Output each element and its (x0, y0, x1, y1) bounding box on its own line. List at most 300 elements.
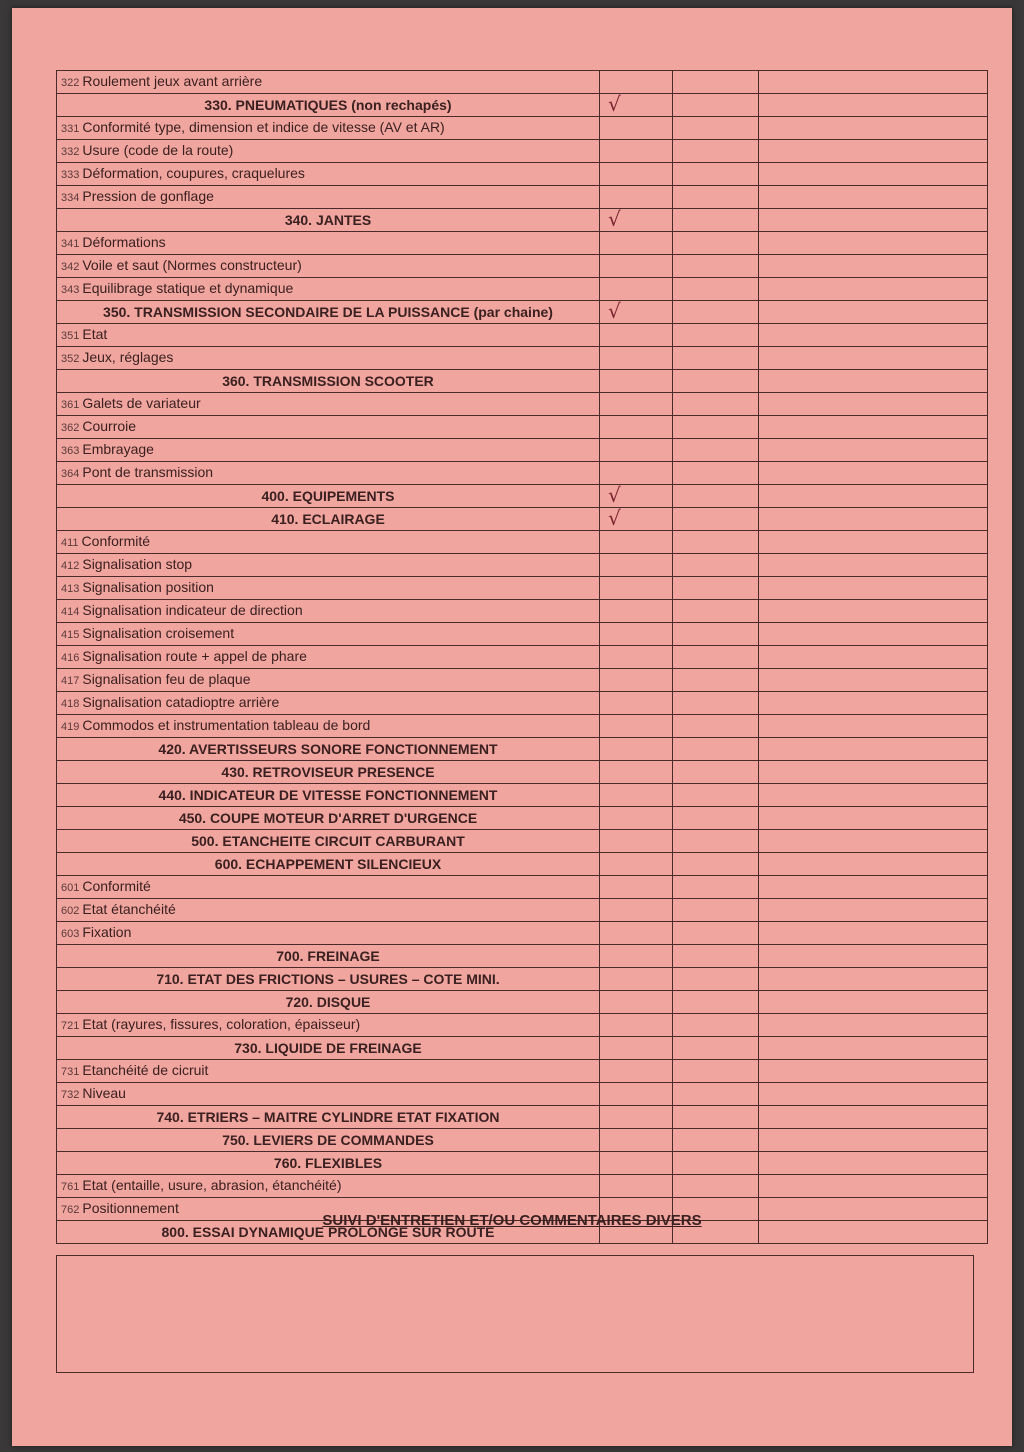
check-cell[interactable] (600, 1037, 673, 1060)
row-description (57, 209, 600, 232)
row-description (57, 830, 600, 853)
row-description (57, 485, 600, 508)
check-cell[interactable] (600, 71, 673, 94)
status-cell[interactable] (673, 692, 759, 715)
row-description (57, 945, 600, 968)
section-row (57, 761, 988, 784)
section-row (57, 370, 988, 393)
row-description (57, 370, 600, 393)
row-label: Usure (code de la route) (82, 142, 234, 158)
check-cell[interactable] (600, 853, 673, 876)
item-code: 331 (61, 123, 80, 135)
check-cell[interactable] (600, 784, 673, 807)
remarks-cell[interactable] (759, 462, 988, 485)
status-cell[interactable] (673, 462, 759, 485)
checklist-body (57, 71, 988, 1244)
section-row (57, 784, 988, 807)
row-label: Etat (82, 326, 108, 342)
check-cell[interactable] (600, 761, 673, 784)
remarks-cell[interactable] (759, 1083, 988, 1106)
row-description (57, 255, 600, 278)
check-cell[interactable] (600, 301, 673, 324)
item-row (57, 577, 988, 600)
status-cell[interactable] (673, 531, 759, 554)
item-code: 333 (61, 169, 80, 181)
remarks-cell[interactable] (759, 600, 988, 623)
checkmark-icon (604, 416, 608, 439)
remarks-cell[interactable] (759, 807, 988, 830)
row-label: Conformité (82, 878, 151, 894)
remarks-cell[interactable] (759, 94, 988, 117)
row-description (57, 600, 600, 623)
status-cell[interactable] (673, 232, 759, 255)
item-row (57, 646, 988, 669)
checkmark-icon: √ (608, 300, 621, 323)
row-label: 720. DISQUE (285, 994, 371, 1010)
checkmark-icon (604, 784, 608, 807)
section-row (57, 807, 988, 830)
row-description (57, 278, 600, 301)
section-row (57, 301, 988, 324)
row-label: Pont de transmission (82, 464, 214, 480)
remarks-cell[interactable] (759, 1106, 988, 1129)
remarks-cell[interactable] (759, 968, 988, 991)
checkmark-icon (604, 646, 608, 669)
remarks-cell[interactable] (759, 853, 988, 876)
checkmark-icon (604, 531, 608, 554)
status-cell[interactable] (673, 830, 759, 853)
row-label: Equilibrage statique et dynamique (82, 280, 294, 296)
row-description (57, 1175, 600, 1198)
checkmark-icon (604, 370, 608, 393)
row-description (57, 554, 600, 577)
status-cell[interactable] (673, 1037, 759, 1060)
row-description (57, 393, 600, 416)
check-cell[interactable] (600, 807, 673, 830)
row-description (57, 301, 600, 324)
remarks-cell[interactable] (759, 945, 988, 968)
remarks-cell[interactable] (759, 508, 988, 531)
checkmark-icon (604, 117, 608, 140)
item-code: 762 (61, 1204, 80, 1216)
status-cell[interactable] (673, 922, 759, 945)
checkmark-icon (604, 393, 608, 416)
status-cell[interactable] (673, 393, 759, 416)
status-cell[interactable] (673, 945, 759, 968)
check-cell[interactable] (600, 1060, 673, 1083)
status-cell[interactable] (673, 1060, 759, 1083)
remarks-cell[interactable] (759, 1014, 988, 1037)
comments-section-title: SUIVI D'ENTRETIEN ET/OU COMMENTAIRES DIVERS (322, 1212, 702, 1229)
remarks-cell[interactable] (759, 876, 988, 899)
remarks-cell[interactable] (759, 1060, 988, 1083)
remarks-cell[interactable] (759, 577, 988, 600)
row-label: Etat (entaille, usure, abrasion, étanchéité) (82, 1177, 342, 1193)
row-label: 340. JANTES (284, 212, 372, 228)
row-description (57, 853, 600, 876)
row-label: Niveau (82, 1085, 126, 1101)
remarks-cell[interactable] (759, 623, 988, 646)
status-cell[interactable] (673, 1014, 759, 1037)
remarks-cell[interactable] (759, 71, 988, 94)
row-description (57, 347, 600, 370)
row-description (57, 232, 600, 255)
remarks-cell[interactable] (759, 232, 988, 255)
check-cell[interactable] (600, 968, 673, 991)
checkmark-icon (604, 324, 608, 347)
check-cell[interactable] (600, 1014, 673, 1037)
check-cell[interactable] (600, 1175, 673, 1198)
status-cell[interactable] (673, 577, 759, 600)
checkmark-icon (604, 600, 608, 623)
check-cell[interactable] (600, 140, 673, 163)
check-cell[interactable] (600, 692, 673, 715)
item-row (57, 1083, 988, 1106)
check-cell[interactable] (600, 577, 673, 600)
checkmark-icon (604, 922, 608, 945)
status-cell[interactable] (673, 853, 759, 876)
check-cell[interactable] (600, 232, 673, 255)
check-cell[interactable] (600, 462, 673, 485)
row-description (57, 186, 600, 209)
row-description (57, 140, 600, 163)
remarks-cell[interactable] (759, 209, 988, 232)
item-row (57, 1014, 988, 1037)
checkmark-icon (604, 968, 608, 991)
remarks-cell[interactable] (759, 899, 988, 922)
status-cell[interactable] (673, 876, 759, 899)
row-label: Etat (rayures, fissures, coloration, épaisseur) (82, 1016, 361, 1032)
check-cell[interactable] (600, 991, 673, 1014)
item-row (57, 462, 988, 485)
status-cell[interactable] (673, 669, 759, 692)
check-cell[interactable] (600, 209, 673, 232)
item-code: 417 (61, 675, 80, 687)
item-code: 602 (61, 905, 80, 917)
check-cell[interactable] (600, 623, 673, 646)
checkmark-icon (604, 1152, 608, 1175)
check-cell[interactable] (600, 278, 673, 301)
inspection-checklist-table (56, 70, 988, 1244)
row-label: 430. RETROVISEUR PRESENCE (221, 764, 435, 780)
row-label: Fixation (82, 924, 132, 940)
check-cell[interactable] (600, 370, 673, 393)
check-cell[interactable] (600, 1083, 673, 1106)
check-cell[interactable] (600, 669, 673, 692)
check-cell[interactable] (600, 439, 673, 462)
status-cell[interactable] (673, 439, 759, 462)
check-cell[interactable] (600, 163, 673, 186)
remarks-cell[interactable] (759, 370, 988, 393)
check-cell[interactable] (600, 945, 673, 968)
item-code: 322 (61, 77, 80, 89)
status-cell[interactable] (673, 968, 759, 991)
row-description (57, 761, 600, 784)
check-cell[interactable] (600, 485, 673, 508)
status-cell[interactable] (673, 623, 759, 646)
status-cell[interactable] (673, 186, 759, 209)
status-cell[interactable] (673, 140, 759, 163)
checkmark-icon (604, 163, 608, 186)
remarks-cell[interactable] (759, 163, 988, 186)
item-row (57, 623, 988, 646)
remarks-cell[interactable] (759, 692, 988, 715)
row-label: 400. EQUIPEMENTS (261, 488, 395, 504)
row-label: 800. ESSAI DYNAMIQUE PROLONGE SUR ROUTE (161, 1224, 495, 1240)
checkmark-icon (604, 1060, 608, 1083)
section-row (57, 830, 988, 853)
checkmark-icon (604, 853, 608, 876)
row-label: 730. LIQUIDE DE FREINAGE (234, 1040, 422, 1056)
row-description (57, 922, 600, 945)
status-cell[interactable] (673, 278, 759, 301)
item-row (57, 600, 988, 623)
status-cell[interactable] (673, 807, 759, 830)
status-cell[interactable] (673, 899, 759, 922)
checkmark-icon (604, 278, 608, 301)
row-description (57, 1083, 600, 1106)
status-cell[interactable] (673, 761, 759, 784)
remarks-cell[interactable] (759, 347, 988, 370)
row-description (57, 807, 600, 830)
row-label: Pression de gonflage (82, 188, 214, 204)
status-cell[interactable] (673, 209, 759, 232)
comments-box[interactable] (56, 1255, 974, 1373)
check-cell[interactable] (600, 600, 673, 623)
item-code: 419 (61, 721, 80, 733)
item-row (57, 669, 988, 692)
item-code: 415 (61, 629, 80, 641)
status-cell[interactable] (673, 71, 759, 94)
status-cell[interactable] (673, 991, 759, 1014)
check-cell[interactable] (600, 646, 673, 669)
status-cell[interactable] (673, 508, 759, 531)
remarks-cell[interactable] (759, 922, 988, 945)
checkmark-icon (604, 1014, 608, 1037)
remarks-cell[interactable] (759, 1152, 988, 1175)
item-row (57, 71, 988, 94)
remarks-cell[interactable] (759, 117, 988, 140)
status-cell[interactable] (673, 347, 759, 370)
status-cell[interactable] (673, 117, 759, 140)
remarks-cell[interactable] (759, 324, 988, 347)
check-cell[interactable] (600, 1129, 673, 1152)
check-cell[interactable] (600, 255, 673, 278)
item-code: 332 (61, 146, 80, 158)
check-cell[interactable] (600, 508, 673, 531)
row-label: Signalisation catadioptre arrière (82, 694, 280, 710)
check-cell[interactable] (600, 738, 673, 761)
remarks-cell[interactable] (759, 278, 988, 301)
row-label: Galets de variateur (82, 395, 201, 411)
row-label: Voile et saut (Normes constructeur) (82, 257, 302, 273)
status-cell[interactable] (673, 1106, 759, 1129)
remarks-cell[interactable] (759, 991, 988, 1014)
row-label: Signalisation route + appel de phare (82, 648, 307, 664)
status-cell[interactable] (673, 1152, 759, 1175)
section-row (57, 945, 988, 968)
item-row (57, 692, 988, 715)
status-cell[interactable] (673, 1083, 759, 1106)
remarks-cell[interactable] (759, 669, 988, 692)
row-label: Etanchéité de cicruit (82, 1062, 209, 1078)
item-code: 364 (61, 468, 80, 480)
status-cell[interactable] (673, 324, 759, 347)
checkmark-icon (604, 1129, 608, 1152)
row-description (57, 1060, 600, 1083)
remarks-cell[interactable] (759, 554, 988, 577)
row-label: Signalisation indicateur de direction (82, 602, 303, 618)
remarks-cell[interactable] (759, 255, 988, 278)
remarks-cell[interactable] (759, 738, 988, 761)
item-row (57, 393, 988, 416)
status-cell[interactable] (673, 370, 759, 393)
checkmark-icon (604, 439, 608, 462)
check-cell[interactable] (600, 899, 673, 922)
item-row (57, 347, 988, 370)
check-cell[interactable] (600, 830, 673, 853)
status-cell[interactable] (673, 646, 759, 669)
item-code: 343 (61, 284, 80, 296)
check-cell[interactable] (600, 117, 673, 140)
section-row (57, 1106, 988, 1129)
status-cell[interactable] (673, 738, 759, 761)
status-cell[interactable] (673, 784, 759, 807)
remarks-cell[interactable] (759, 140, 988, 163)
item-row (57, 1175, 988, 1198)
row-description (57, 439, 600, 462)
checkmark-icon (604, 761, 608, 784)
row-label: Embrayage (82, 441, 154, 457)
row-label: 760. FLEXIBLES (273, 1155, 383, 1171)
remarks-cell[interactable] (759, 439, 988, 462)
remarks-cell[interactable] (759, 301, 988, 324)
item-row (57, 922, 988, 945)
checkmark-icon (604, 945, 608, 968)
check-cell[interactable] (600, 922, 673, 945)
row-label: 740. ETRIERS – MAITRE CYLINDRE ETAT FIXATION (156, 1109, 500, 1125)
checkmark-icon (604, 669, 608, 692)
row-description (57, 1106, 600, 1129)
item-code: 413 (61, 583, 80, 595)
remarks-cell[interactable] (759, 761, 988, 784)
section-row (57, 1129, 988, 1152)
check-cell[interactable] (600, 324, 673, 347)
check-cell[interactable] (600, 876, 673, 899)
status-cell[interactable] (673, 301, 759, 324)
row-label: Déformations (82, 234, 166, 250)
row-label: Roulement jeux avant arrière (82, 73, 263, 89)
status-cell[interactable] (673, 416, 759, 439)
checkmark-icon (604, 186, 608, 209)
item-code: 342 (61, 261, 80, 273)
check-cell[interactable] (600, 715, 673, 738)
status-cell[interactable] (673, 255, 759, 278)
item-row (57, 899, 988, 922)
remarks-cell[interactable] (759, 1175, 988, 1198)
status-cell[interactable] (673, 163, 759, 186)
remarks-cell[interactable] (759, 186, 988, 209)
remarks-cell[interactable] (759, 531, 988, 554)
row-label: Signalisation position (82, 579, 214, 595)
remarks-cell[interactable] (759, 485, 988, 508)
row-label: Déformation, coupures, craquelures (82, 165, 305, 181)
row-description (57, 899, 600, 922)
check-cell[interactable] (600, 1106, 673, 1129)
status-cell[interactable] (673, 485, 759, 508)
check-cell[interactable] (600, 554, 673, 577)
checkmark-icon (604, 738, 608, 761)
checkmark-icon (604, 255, 608, 278)
check-cell[interactable] (600, 1152, 673, 1175)
section-row (57, 853, 988, 876)
checkmark-icon: √ (608, 208, 621, 231)
row-label: Signalisation croisement (82, 625, 235, 641)
item-row (57, 278, 988, 301)
check-cell[interactable] (600, 347, 673, 370)
item-row (57, 531, 988, 554)
remarks-cell[interactable] (759, 393, 988, 416)
item-row (57, 163, 988, 186)
item-row (57, 1060, 988, 1083)
checkmark-icon (604, 623, 608, 646)
status-cell[interactable] (673, 715, 759, 738)
row-label: 350. TRANSMISSION SECONDAIRE DE LA PUISSANCE (par chaine) (103, 304, 553, 320)
row-label: Signalisation stop (82, 556, 193, 572)
item-row (57, 232, 988, 255)
item-row (57, 255, 988, 278)
remarks-cell[interactable] (759, 715, 988, 738)
check-cell[interactable] (600, 186, 673, 209)
check-cell[interactable] (600, 94, 673, 117)
row-description (57, 117, 600, 140)
checkmark-icon (604, 830, 608, 853)
checkmark-icon (604, 991, 608, 1014)
checkmark-icon (604, 232, 608, 255)
status-cell[interactable] (673, 94, 759, 117)
section-row (57, 1037, 988, 1060)
item-code: 603 (61, 928, 80, 940)
item-code: 361 (61, 399, 80, 411)
row-label: Signalisation feu de plaque (82, 671, 251, 687)
checkmark-icon (604, 807, 608, 830)
checkmark-icon (604, 577, 608, 600)
remarks-cell[interactable] (759, 1129, 988, 1152)
remarks-cell[interactable] (759, 1037, 988, 1060)
status-cell[interactable] (673, 600, 759, 623)
status-cell[interactable] (673, 554, 759, 577)
remarks-cell[interactable] (759, 646, 988, 669)
item-code: 721 (61, 1020, 80, 1032)
row-description (57, 508, 600, 531)
item-code: 732 (61, 1089, 80, 1101)
remarks-cell[interactable] (759, 416, 988, 439)
status-cell[interactable] (673, 1175, 759, 1198)
status-cell[interactable] (673, 1129, 759, 1152)
remarks-cell[interactable] (759, 830, 988, 853)
section-row (57, 738, 988, 761)
remarks-cell[interactable] (759, 784, 988, 807)
check-cell[interactable] (600, 393, 673, 416)
row-label: 450. COUPE MOTEUR D'ARRET D'URGENCE (178, 810, 478, 826)
item-code: 363 (61, 445, 80, 457)
check-cell[interactable] (600, 531, 673, 554)
row-description (57, 71, 600, 94)
item-row (57, 439, 988, 462)
item-code: 761 (61, 1181, 80, 1193)
check-cell[interactable] (600, 416, 673, 439)
row-description (57, 577, 600, 600)
